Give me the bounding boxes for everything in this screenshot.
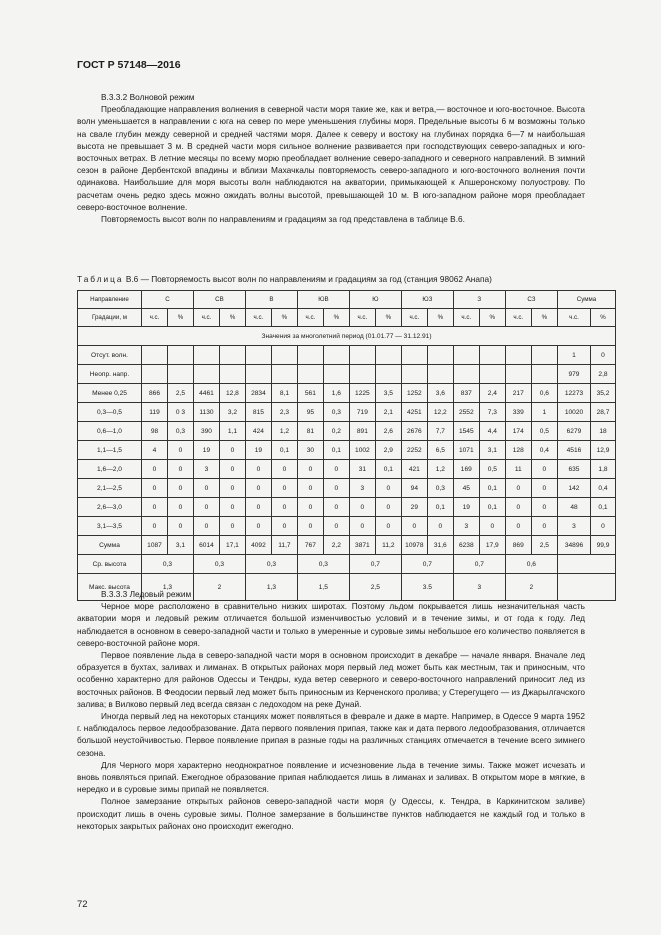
table-cell: 4: [142, 441, 168, 460]
table-cell: [297, 365, 323, 384]
table-cell: 169: [453, 460, 479, 479]
table-cell: 0: [505, 517, 531, 536]
table-row: [78, 441, 616, 460]
table-cell: 17,9: [479, 536, 505, 555]
table-caption: [77, 274, 492, 284]
table-cell: 0,4: [531, 441, 557, 460]
table-cell: 0: [297, 460, 323, 479]
subcolumn-header: %: [590, 309, 615, 327]
period-row: [78, 327, 616, 346]
table-cell: 339: [505, 403, 531, 422]
table-cell: 390: [193, 422, 219, 441]
table-cell: 0: [323, 517, 349, 536]
direction-header: Ю: [349, 291, 401, 309]
table-cell: 174: [505, 422, 531, 441]
table-cell: 0: [219, 441, 245, 460]
table-cell: 4092: [245, 536, 271, 555]
table-cell: 561: [297, 384, 323, 403]
direction-header: С: [142, 291, 194, 309]
table-cell: 1071: [453, 441, 479, 460]
paragraph: Повторяемость высот волн по направлениям и градациям за год представлена в таблице В.6.: [101, 214, 465, 225]
table-cell: 142: [557, 479, 590, 498]
table-cell: 3,6: [427, 384, 453, 403]
table-row: [78, 384, 616, 403]
table-cell: 0: [219, 479, 245, 498]
table-cell: 2552: [453, 403, 479, 422]
table-cell: 0: [590, 517, 615, 536]
table-cell: 0: [531, 479, 557, 498]
table-cell: 95: [297, 403, 323, 422]
table-cell: 869: [505, 536, 531, 555]
average-height-cell: [557, 555, 615, 574]
table-row: [78, 460, 616, 479]
table-cell: 866: [142, 384, 168, 403]
table-cell: [479, 346, 505, 365]
table-cell: [427, 346, 453, 365]
subcolumn-header: ч.с.: [142, 309, 168, 327]
table-cell: 2,6: [375, 422, 401, 441]
table-cell: 10978: [401, 536, 427, 555]
table-row: [78, 403, 616, 422]
subcolumn-header: ч.с.: [557, 309, 590, 327]
table-cell: [323, 365, 349, 384]
table-caption-word: Таблица: [77, 274, 124, 284]
table-cell: 2,9: [375, 441, 401, 460]
subcolumn-header: ч.с.: [401, 309, 427, 327]
max-height-cell: 1,3: [245, 574, 297, 601]
table-cell: 0: [297, 498, 323, 517]
subcolumn-header: ч.с.: [245, 309, 271, 327]
table-cell: 0: [323, 498, 349, 517]
table-cell: 0: [323, 479, 349, 498]
direction-header: ЮВ: [297, 291, 349, 309]
table-cell: 12,2: [427, 403, 453, 422]
table-cell: [505, 346, 531, 365]
table-cell: [219, 346, 245, 365]
table-cell: 10020: [557, 403, 590, 422]
table-cell: 3,2: [219, 403, 245, 422]
table-cell: [427, 365, 453, 384]
subcolumn-header: ч.с.: [453, 309, 479, 327]
table-cell: [271, 365, 297, 384]
table-cell: 6014: [193, 536, 219, 555]
table-cell: 7,7: [427, 422, 453, 441]
page-number: 72: [77, 899, 88, 910]
table-cell: 3,1: [167, 536, 193, 555]
table-cell: [142, 365, 168, 384]
table-cell: 0: [245, 498, 271, 517]
section-heading-waves: В.3.3.2 Волновой режим: [101, 92, 195, 102]
table-cell: 0,1: [323, 441, 349, 460]
subcolumn-header: %: [375, 309, 401, 327]
table-cell: 2,5: [531, 536, 557, 555]
subcolumn-header: %: [479, 309, 505, 327]
table-cell: [245, 346, 271, 365]
table-cell: 2,4: [479, 384, 505, 403]
table-cell: [142, 346, 168, 365]
table-cell: [349, 365, 375, 384]
average-height-cell: 0,3: [193, 555, 245, 574]
table-cell: 979: [557, 365, 590, 384]
subcolumn-header: ч.с.: [193, 309, 219, 327]
table-cell: 0: [142, 460, 168, 479]
table-cell: 3: [557, 517, 590, 536]
table-cell: 30: [297, 441, 323, 460]
row-label: 3,1—3,5: [78, 517, 142, 536]
row-label: 0,3—0,5: [78, 403, 142, 422]
table-cell: 815: [245, 403, 271, 422]
section-ice: [77, 588, 585, 832]
subcolumn-header: %: [271, 309, 297, 327]
table-cell: 1: [557, 346, 590, 365]
table-cell: 3,5: [375, 384, 401, 403]
table-cell: 1,8: [590, 460, 615, 479]
table-row: [78, 346, 616, 365]
paragraph: Для Черного моря характерно неоднократное появление и исчезновение льда в течение зимы. Также может исчезать и вновь появляться припай. Ежегодное образование припая наблюдается лишь в лиманах и заливах. В открытом море в мягкие, в нередко и в суровые зимы припай не появляется.: [77, 759, 585, 795]
period-cell: Значения за многолетний период (01.01.77 — 31.12.91): [78, 327, 616, 346]
table-cell: [401, 365, 427, 384]
table-cell: 0: [271, 517, 297, 536]
table-cell: 11: [505, 460, 531, 479]
direction-header: СВ: [193, 291, 245, 309]
direction-header: ЮЗ: [401, 291, 453, 309]
table-cell: 0: [479, 517, 505, 536]
subcolumn-header: ч.с.: [297, 309, 323, 327]
table-cell: 7,3: [479, 403, 505, 422]
paragraph: Полное замерзание открытых районов северо-западной части моря (у Одессы, к. Тендра, в Каркинитском заливе) происходит лишь в очень суровые зимы. Полное замерзание в большинстве пунктов наблюдается не каждый год и только в некоторых закрытых районах оно происходит ежегодно.: [77, 796, 585, 831]
table-cell: 12,8: [219, 384, 245, 403]
subcolumn-header: ч.с.: [505, 309, 531, 327]
direction-header-label: Направление: [78, 291, 142, 309]
table-cell: 1,1: [219, 422, 245, 441]
paragraph: Первое появление льда в северо-западной части моря в основном происходит в декабре — начале января. Вначале лед образуется в бухтах, заливах и лиманах. В открытых районах моря первый лед может быть как местным, так и приносным, что особенно характерно для районов Одессы и Тендры, куда ветер северного и северо-восточного направлений приносит лед из восточных районов. В Феодосии первый лед может быть приносным из Керченского пролива; у Стерегущего — из Джарылгачского залива; в Вилково первый лед всегда связан с ледоходом на реке Дунай.: [77, 650, 585, 709]
table-cell: 2,5: [167, 384, 193, 403]
table-row: [78, 365, 616, 384]
document-header: ГОСТ Р 57148—2016: [77, 59, 181, 71]
table-cell: 11,2: [375, 536, 401, 555]
gradation-header-label: Градации, м: [78, 309, 142, 327]
table-cell: 1130: [193, 403, 219, 422]
table-cell: 719: [349, 403, 375, 422]
row-label: Ср. высота: [78, 555, 142, 574]
direction-header: З: [453, 291, 505, 309]
table-cell: [193, 365, 219, 384]
row-label: Неопр. напр.: [78, 365, 142, 384]
table-cell: [375, 346, 401, 365]
paragraph: Иногда первый лед на некоторых станциях может появляться в феврале и даже в марте. Например, в Одессе 9 марта 1952 г. наблюдалось первое ледообразование. Дата первого появления припая, также как и дата первого ледообразования, отличается большой неустойчивостью. Первое появление припая в разные годы на различных станциях отмечается в течение всего зимнего сезона.: [77, 711, 585, 758]
table-cell: 3871: [349, 536, 375, 555]
table-cell: 0: [142, 479, 168, 498]
table-cell: 0: [590, 346, 615, 365]
table-cell: 0,1: [271, 441, 297, 460]
table-cell: 12273: [557, 384, 590, 403]
table-cell: 4461: [193, 384, 219, 403]
table-cell: 99,9: [590, 536, 615, 555]
table-cell: 0: [219, 498, 245, 517]
table-row: [78, 536, 616, 555]
section-waves: [77, 91, 585, 225]
table-cell: [375, 365, 401, 384]
table-cell: 0: [193, 479, 219, 498]
max-height-cell: 1,5: [297, 574, 349, 601]
table-cell: 1,6: [323, 384, 349, 403]
table-cell: 1,2: [427, 460, 453, 479]
table-cell: 0: [323, 460, 349, 479]
table-cell: 2,1: [375, 403, 401, 422]
table-cell: 11,7: [271, 536, 297, 555]
table-cell: [219, 365, 245, 384]
table-cell: 0: [271, 479, 297, 498]
table-cell: 0,2: [323, 422, 349, 441]
max-height-cell: 2,5: [349, 574, 401, 601]
table-cell: 1: [531, 403, 557, 422]
table-cell: 19: [193, 441, 219, 460]
table-cell: 0: [297, 517, 323, 536]
table-cell: 424: [245, 422, 271, 441]
table-cell: 0: [167, 441, 193, 460]
table-cell: 2,3: [271, 403, 297, 422]
table-cell: 19: [245, 441, 271, 460]
table-cell: 0,5: [479, 460, 505, 479]
table-cell: 48: [557, 498, 590, 517]
table-cell: 0: [167, 460, 193, 479]
table-cell: 0,1: [479, 498, 505, 517]
table-cell: 0,1: [375, 460, 401, 479]
table-cell: 3: [193, 460, 219, 479]
table-header-row: [78, 291, 616, 309]
table-cell: 4251: [401, 403, 427, 422]
table-cell: [245, 365, 271, 384]
table-cell: 0: [245, 479, 271, 498]
table-cell: 0: [531, 498, 557, 517]
table-row-average: [78, 555, 616, 574]
table-cell: [271, 346, 297, 365]
average-height-cell: 0,3: [245, 555, 297, 574]
table-cell: 0: [531, 517, 557, 536]
table-cell: 0,1: [479, 479, 505, 498]
table-cell: 0,4: [590, 479, 615, 498]
table-cell: [505, 365, 531, 384]
table-cell: [349, 346, 375, 365]
paragraph: Преобладающие направления волнения в северной части моря такие же, как и ветра,— восточное и юго-восточное. Высота волн уменьшается в направлении с юга на север по мере уменьшения глубины моря. Предельные высоты 6 м возможны только на свале глубин между северной и средней частями моря. Далее к северу и востоку на глубинах порядка 6—7 м наибольшая высота не превышает 3 м. В средней части моря сильное волнение развивается при господствующих северо-западных и юго-восточных ветрах. В летние месяцы по всему морю преобладает волнение северо-западного и северного направлений. В зимний сезон в районе Дербентской впадины и вблизи Махачкалы повторяемость северо-западного и юго-восточного волнения почти одинакова. Наибольшие для моря высоты волн наблюдаются на акватории, примыкающей к Апшеронскому полуострову. По расчетам очень редко здесь можно ожидать волны высотой, превышающей 10 м. В юго-западном районе моря преобладает северо-восточное волнение.: [77, 104, 585, 212]
average-height-cell: 0,7: [349, 555, 401, 574]
table-cell: 0,3: [323, 403, 349, 422]
row-label: Сумма: [78, 536, 142, 555]
average-height-cell: 0,3: [297, 555, 349, 574]
table-cell: 0: [271, 460, 297, 479]
table-cell: 2,2: [323, 536, 349, 555]
table-caption-text: В.6 — Повторяемость высот волн по направлениям и градациям за год (станция 98062 Анапа): [125, 274, 492, 284]
table-cell: 0: [219, 460, 245, 479]
table-cell: [479, 365, 505, 384]
table-cell: 0: [193, 498, 219, 517]
table-cell: 2252: [401, 441, 427, 460]
table-cell: 31: [349, 460, 375, 479]
table-cell: 8,1: [271, 384, 297, 403]
table-cell: 1225: [349, 384, 375, 403]
table-cell: 635: [557, 460, 590, 479]
table-row: [78, 498, 616, 517]
direction-header: Сумма: [557, 291, 615, 309]
table-cell: [193, 346, 219, 365]
table-cell: 0: [271, 498, 297, 517]
average-height-cell: 0,7: [453, 555, 505, 574]
table-cell: 0 3: [167, 403, 193, 422]
table-cell: 0,1: [427, 498, 453, 517]
table-cell: 0: [245, 517, 271, 536]
table-cell: 1,2: [271, 422, 297, 441]
row-label: Макс. высота: [78, 574, 142, 601]
table-cell: 81: [297, 422, 323, 441]
table-cell: 0: [505, 498, 531, 517]
table-cell: 0: [297, 479, 323, 498]
average-height-cell: 0,3: [142, 555, 194, 574]
row-label: 2,1—2,5: [78, 479, 142, 498]
table-cell: 767: [297, 536, 323, 555]
table-cell: 0: [505, 479, 531, 498]
row-label: 0,6—1,0: [78, 422, 142, 441]
subcolumn-header: %: [323, 309, 349, 327]
section-heading-ice: В.3.3.3 Ледовый режим: [101, 589, 192, 599]
table-cell: [453, 365, 479, 384]
table-subheader-row: [78, 309, 616, 327]
table-cell: 217: [505, 384, 531, 403]
table-cell: 0: [531, 460, 557, 479]
table-cell: 34896: [557, 536, 590, 555]
table-cell: 17,1: [219, 536, 245, 555]
subcolumn-header: %: [427, 309, 453, 327]
table-cell: 6,5: [427, 441, 453, 460]
row-label: 1,6—2,0: [78, 460, 142, 479]
table-cell: [531, 365, 557, 384]
table-cell: [401, 346, 427, 365]
table-row: [78, 479, 616, 498]
table-body: [78, 346, 616, 555]
table-cell: 0: [193, 517, 219, 536]
table-cell: 0,6: [531, 384, 557, 403]
row-label: 2,6—3,0: [78, 498, 142, 517]
table-cell: [531, 346, 557, 365]
table-cell: 0: [401, 517, 427, 536]
table-cell: [167, 365, 193, 384]
table-cell: 35,2: [590, 384, 615, 403]
table-cell: [167, 346, 193, 365]
table-cell: 0: [142, 517, 168, 536]
table-cell: 3: [349, 479, 375, 498]
table-cell: 4516: [557, 441, 590, 460]
table-cell: 0: [349, 498, 375, 517]
max-height-cell: 2: [193, 574, 245, 601]
table-cell: 2834: [245, 384, 271, 403]
table-cell: 19: [453, 498, 479, 517]
table-cell: 119: [142, 403, 168, 422]
table-cell: 1002: [349, 441, 375, 460]
table-cell: 1087: [142, 536, 168, 555]
table-cell: 2,8: [590, 365, 615, 384]
table-cell: 0: [427, 517, 453, 536]
table-cell: 0: [375, 498, 401, 517]
subcolumn-header: %: [167, 309, 193, 327]
wave-frequency-table: [77, 290, 616, 601]
table-cell: 0: [167, 498, 193, 517]
table-cell: 3: [453, 517, 479, 536]
max-height-cell: 2: [505, 574, 557, 601]
table-cell: 0,5: [531, 422, 557, 441]
subcolumn-header: ч.с.: [349, 309, 375, 327]
table-cell: 98: [142, 422, 168, 441]
table-cell: 6279: [557, 422, 590, 441]
table-cell: [297, 346, 323, 365]
table-cell: 891: [349, 422, 375, 441]
row-label: 1,1—1,5: [78, 441, 142, 460]
table-row: [78, 517, 616, 536]
table-cell: 0: [245, 460, 271, 479]
table-row: [78, 422, 616, 441]
table-cell: 1252: [401, 384, 427, 403]
max-height-cell: 3: [453, 574, 505, 601]
table-cell: 18: [590, 422, 615, 441]
table-cell: 31,6: [427, 536, 453, 555]
table-cell: 0: [142, 498, 168, 517]
table-cell: 29: [401, 498, 427, 517]
paragraph: Черное море расположено в сравнительно низких широтах. Поэтому льдом покрывается лишь незначительная часть акватории моря и ледовый режим отличается большой изменчивостью условий и в течение зимы, и от года к году. Лед наблюдается в основном в северо-западной части и только в умеренные и суровые зимы небольшое его количество появляется в северо-восточной районе моря.: [77, 601, 585, 648]
table-cell: [453, 346, 479, 365]
table-cell: 12,9: [590, 441, 615, 460]
table-cell: 1545: [453, 422, 479, 441]
subcolumn-header: %: [531, 309, 557, 327]
table-cell: 3,1: [479, 441, 505, 460]
table-cell: 128: [505, 441, 531, 460]
table-cell: 0: [375, 517, 401, 536]
table-cell: 45: [453, 479, 479, 498]
table-cell: 421: [401, 460, 427, 479]
table-cell: 837: [453, 384, 479, 403]
table-cell: 0: [349, 517, 375, 536]
average-height-cell: 0,7: [401, 555, 453, 574]
row-label: Менее 0,25: [78, 384, 142, 403]
subcolumn-header: %: [219, 309, 245, 327]
table-cell: 0,1: [590, 498, 615, 517]
table-cell: 4,4: [479, 422, 505, 441]
table-cell: 0: [167, 517, 193, 536]
table-cell: 2676: [401, 422, 427, 441]
table-cell: 0: [219, 517, 245, 536]
row-label: Отсут. волн.: [78, 346, 142, 365]
table-cell: 94: [401, 479, 427, 498]
direction-header: СЗ: [505, 291, 557, 309]
table-cell: 0: [167, 479, 193, 498]
table-cell: 0,3: [427, 479, 453, 498]
direction-header: В: [245, 291, 297, 309]
table-cell: 28,7: [590, 403, 615, 422]
table-cell: 0: [375, 479, 401, 498]
max-height-cell: 3.5: [401, 574, 453, 601]
table-cell: 6238: [453, 536, 479, 555]
average-height-cell: 0,6: [505, 555, 557, 574]
table-cell: [323, 346, 349, 365]
table-cell: 0,3: [167, 422, 193, 441]
max-height-cell: 1,3: [142, 574, 194, 601]
